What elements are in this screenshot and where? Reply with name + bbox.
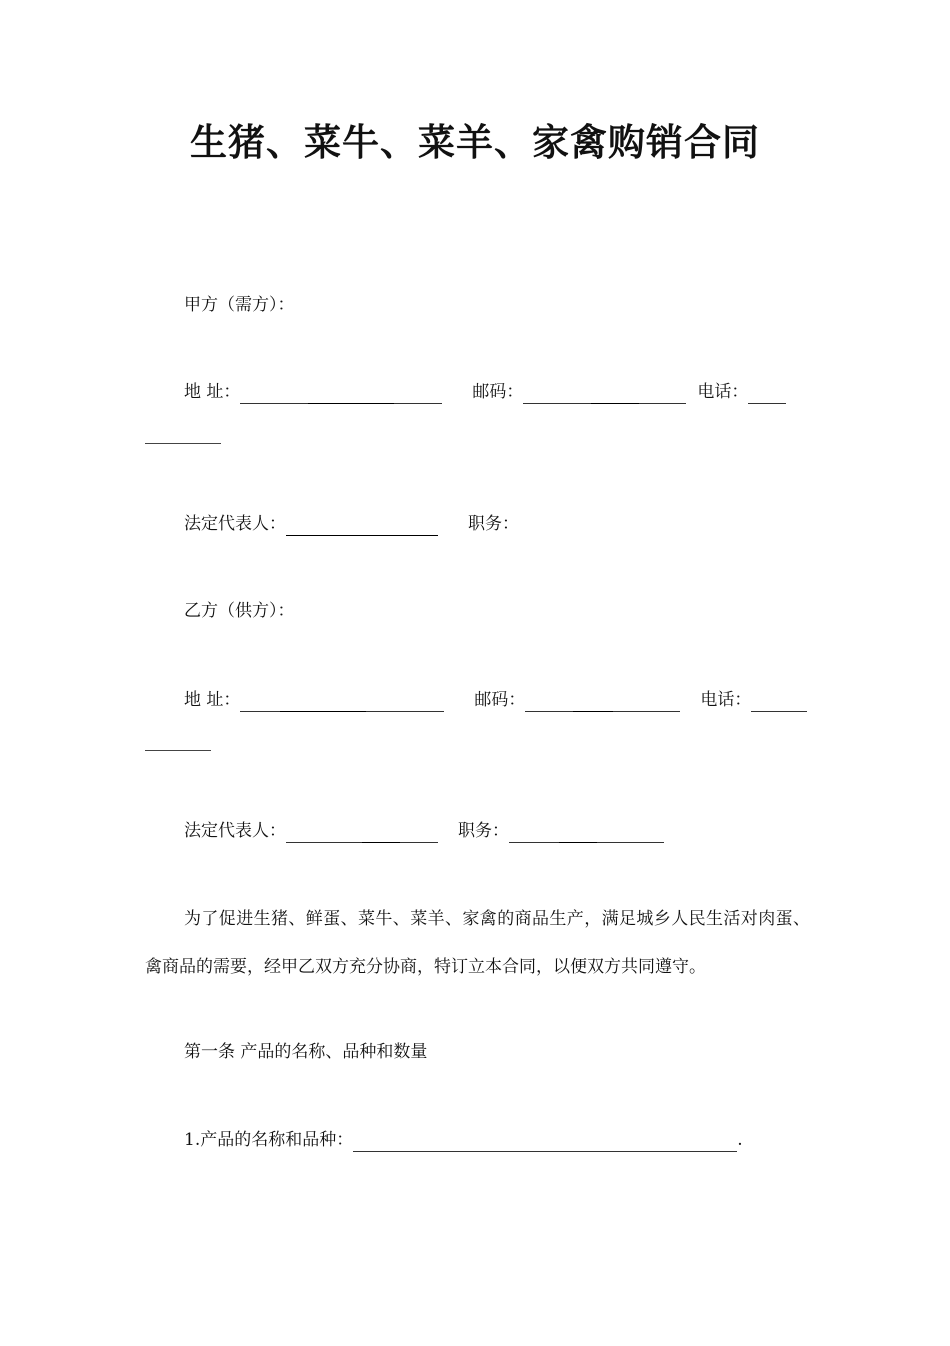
party-b-rep-row <box>184 819 664 843</box>
party-b-position-label: 职务： <box>458 821 509 841</box>
party-b-address-field[interactable] <box>240 693 444 712</box>
party-a-phone-field[interactable] <box>748 385 786 404</box>
party-b-phone-field-continued[interactable] <box>145 750 211 751</box>
party-b-postcode-label: 邮码： <box>474 690 526 710</box>
article-1-item-1-label: 1.产品的名称和品种： <box>184 1130 354 1150</box>
party-b-postcode-field[interactable] <box>525 693 680 712</box>
party-a-rep-field[interactable] <box>286 517 438 536</box>
party-b-heading: 乙方（供方）： <box>184 601 295 621</box>
article-1-item-1-row <box>184 1128 743 1152</box>
party-a-address-field[interactable] <box>240 385 442 404</box>
document-title: 生猪、菜牛、菜羊、家禽购销合同 <box>190 121 760 164</box>
party-b-position-field[interactable] <box>509 824 664 843</box>
preamble-paragraph: 为了促进生猪、鲜蛋、菜牛、菜羊、家禽的商品生产，满足城乡人民生活对肉蛋、禽商品的需要，经甲乙双方充分协商，特订立本合同，以便双方共同遵守。 <box>145 909 810 977</box>
party-a-postcode-field[interactable] <box>523 385 686 404</box>
party-a-rep-row <box>184 512 519 536</box>
party-b-rep-field[interactable] <box>286 824 438 843</box>
party-a-postcode-label: 邮码： <box>472 382 524 402</box>
party-b-address-label: 地 址： <box>184 690 241 710</box>
party-a-rep-label: 法定代表人： <box>184 514 286 534</box>
party-a-position-label: 职务： <box>468 514 519 534</box>
party-a-address-label: 地 址： <box>184 382 241 402</box>
article-1-heading: 第一条 产品的名称、品种和数量 <box>184 1042 428 1062</box>
party-b-address-row <box>184 688 807 712</box>
party-a-heading: 甲方（需方）： <box>184 295 295 315</box>
party-a-phone-label: 电话： <box>697 382 749 402</box>
party-b-phone-field[interactable] <box>751 693 807 712</box>
party-a-phone-field-continued[interactable] <box>145 443 221 444</box>
party-b-phone-label: 电话： <box>700 690 752 710</box>
article-1-item-1-end: . <box>737 1130 743 1150</box>
party-b-rep-label: 法定代表人： <box>184 821 286 841</box>
party-a-address-row <box>184 380 786 404</box>
product-name-field[interactable] <box>353 1133 737 1152</box>
